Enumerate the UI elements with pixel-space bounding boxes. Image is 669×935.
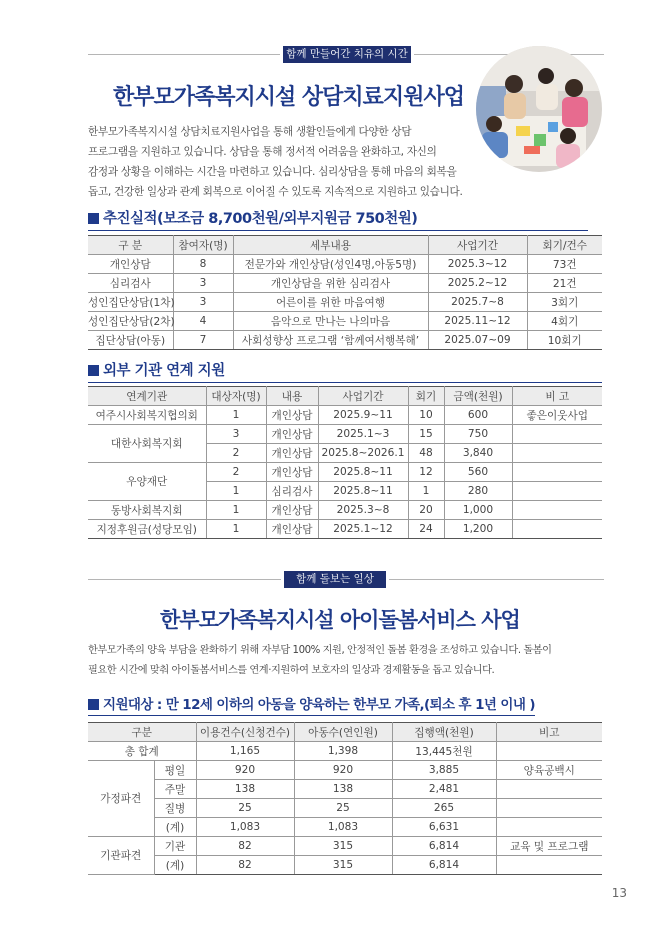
- table-row: [88, 818, 602, 837]
- external-support-table: [88, 386, 602, 539]
- cell: 심리검사: [266, 482, 318, 501]
- cell: 6,631: [392, 818, 496, 837]
- table-row: [88, 312, 602, 331]
- cell: [496, 742, 602, 761]
- table-row: [88, 425, 602, 444]
- table-row: [88, 780, 602, 799]
- cell: 개인상담: [266, 444, 318, 463]
- col-header: 대상자(명): [206, 387, 266, 406]
- table-row: [88, 520, 602, 539]
- section1-title: 한부모가족복지시설 상담치료지원사업: [113, 85, 464, 110]
- cell: 1,200: [444, 520, 512, 539]
- cell: [512, 463, 602, 482]
- cell: 평일: [154, 761, 196, 780]
- cell: 2025.11~12: [428, 312, 527, 331]
- cell: 6,814: [392, 856, 496, 875]
- table-row: [88, 761, 602, 780]
- col-header: 사업기간: [318, 387, 408, 406]
- cell: 개인상담: [266, 520, 318, 539]
- cell: 21건: [527, 274, 602, 293]
- cell: 82: [196, 856, 294, 875]
- col-header: 연계기관: [88, 387, 206, 406]
- col-header: 세부내용: [233, 236, 428, 255]
- cell: 3: [173, 274, 233, 293]
- cell: 개인상담: [266, 406, 318, 425]
- org-cell: 지정후원금(성당모임): [88, 520, 206, 539]
- square-bullet-icon: [88, 699, 99, 710]
- cell: 2025.8~11: [318, 463, 408, 482]
- cell: 1: [206, 501, 266, 520]
- cell: 집단상담(아동): [88, 331, 173, 350]
- cell: 750: [444, 425, 512, 444]
- paragraph-line: 한부모가족복지시설 상담치료지원사업을 통해 생활인들에게 다양한 상담: [88, 126, 412, 138]
- table-row: [88, 293, 602, 312]
- cell: 1,083: [196, 818, 294, 837]
- children-activity-photo: [476, 46, 602, 172]
- col-header: 회기/건수: [527, 236, 602, 255]
- cell: 2025.3~8: [318, 501, 408, 520]
- col-header: 비 고: [512, 387, 602, 406]
- square-bullet-icon: [88, 365, 99, 376]
- section1-paragraph: [88, 122, 463, 202]
- section2-tag-line-left: [88, 579, 281, 580]
- group-cell: 기관파견: [88, 837, 154, 875]
- cell: 주말: [154, 780, 196, 799]
- performance-table: [88, 235, 602, 350]
- col-header: 금액(천원): [444, 387, 512, 406]
- paragraph-line: 감정과 상황을 이해하는 시간을 마련하고 있습니다. 심리상담을 통해 마음의 회복을: [88, 166, 457, 178]
- cell: 2: [206, 444, 266, 463]
- cell: 양육공백시: [496, 761, 602, 780]
- cell: 1: [408, 482, 444, 501]
- col-header: 사업기간: [428, 236, 527, 255]
- cell: 어른이를 위한 마음여행: [233, 293, 428, 312]
- cell: 기관: [154, 837, 196, 856]
- cell: [512, 501, 602, 520]
- cell: 138: [196, 780, 294, 799]
- cell: 교육 및 프로그램: [496, 837, 602, 856]
- group-cell: 가정파견: [88, 761, 154, 837]
- cell: 82: [196, 837, 294, 856]
- cell: 20: [408, 501, 444, 520]
- table-header-row: [88, 723, 602, 742]
- cell: 1,083: [294, 818, 392, 837]
- cell: 3: [206, 425, 266, 444]
- section2-paragraph: [88, 641, 552, 681]
- col-header: 아동수(연인원): [294, 723, 392, 742]
- paragraph-line: 한부모가족의 양육 부담을 완화하기 위해 자부담 100% 지원, 안정적인 돌봄 환경을 조성하고 있습니다. 돌봄이: [88, 645, 552, 656]
- cell: 4회기: [527, 312, 602, 331]
- cell: 600: [444, 406, 512, 425]
- col-header: 집행액(천원): [392, 723, 496, 742]
- cell: 138: [294, 780, 392, 799]
- cell: 3,885: [392, 761, 496, 780]
- square-bullet-icon: [88, 213, 99, 224]
- cell: 2: [206, 463, 266, 482]
- page-number: 13: [611, 886, 627, 900]
- table-row-total: [88, 742, 602, 761]
- cell: 개인상담: [266, 425, 318, 444]
- section2-tag: 함께 돌보는 일상: [284, 571, 386, 588]
- cell: 심리검사: [88, 274, 173, 293]
- cell: 6,814: [392, 837, 496, 856]
- heading-text: 외부 기관 연계 지원: [103, 363, 225, 379]
- cell: 1: [206, 406, 266, 425]
- cell: 2025.1~3: [318, 425, 408, 444]
- table-row: [88, 837, 602, 856]
- table-row: [88, 856, 602, 875]
- cell: 560: [444, 463, 512, 482]
- cell: 13,445천원: [392, 742, 496, 761]
- cell: 1: [206, 482, 266, 501]
- table-row: [88, 501, 602, 520]
- cell: 315: [294, 837, 392, 856]
- cell: 3: [173, 293, 233, 312]
- cell: [496, 856, 602, 875]
- cell: [512, 520, 602, 539]
- section2-title: 한부모가족복지시설 아이돌봄서비스 사업: [160, 608, 520, 632]
- table-row: [88, 274, 602, 293]
- cell: 성인집단상담(2차): [88, 312, 173, 331]
- cell: 24: [408, 520, 444, 539]
- cell: 개인상담: [266, 501, 318, 520]
- cell: 7: [173, 331, 233, 350]
- paragraph-line: 필요한 시간에 맞춰 아이돌봄서비스를 연계·지원하여 보호자의 일상과 경제활동을 돕고 있습니다.: [88, 665, 495, 676]
- cell: [496, 780, 602, 799]
- col-header: 내용: [266, 387, 318, 406]
- cell: 1,165: [196, 742, 294, 761]
- cell: 2025.3~12: [428, 255, 527, 274]
- cell: 12: [408, 463, 444, 482]
- org-cell: 여주시사회복지협의회: [88, 406, 206, 425]
- cell: 8: [173, 255, 233, 274]
- cell: [496, 818, 602, 837]
- cell: [512, 425, 602, 444]
- cell: [496, 799, 602, 818]
- section2-heading-target: [88, 693, 535, 716]
- org-cell: 대한사회복지회: [88, 425, 206, 463]
- col-header: 비고: [496, 723, 602, 742]
- col-header: 구 분: [88, 236, 173, 255]
- cell: 개인상담: [88, 255, 173, 274]
- org-cell: 우양재단: [88, 463, 206, 501]
- cell: 920: [196, 761, 294, 780]
- cell: 2025.1~12: [318, 520, 408, 539]
- table-header-row: [88, 387, 602, 406]
- cell: 성인집단상담(1차): [88, 293, 173, 312]
- table-row: [88, 255, 602, 274]
- table-header-row: [88, 236, 602, 255]
- cell: 2,481: [392, 780, 496, 799]
- section1-tag: 함께 만들어간 치유의 시간: [283, 46, 411, 63]
- section2-tag-line-right: [389, 579, 604, 580]
- cell: 3,840: [444, 444, 512, 463]
- section1-heading-performance: [88, 207, 588, 231]
- cell: 2025.8~2026.1: [318, 444, 408, 463]
- cell: 전문가와 개인상담(성인4명,아동5명): [233, 255, 428, 274]
- cell: 25: [196, 799, 294, 818]
- section1-tag-line-left: [88, 54, 280, 55]
- cell: 1: [206, 520, 266, 539]
- table-row: [88, 406, 602, 425]
- cell: 73건: [527, 255, 602, 274]
- paragraph-line: 프로그램을 지원하고 있습니다. 상담을 통해 정서적 어려움을 완화하고, 자신의: [88, 146, 437, 158]
- section1-heading-external: [88, 359, 602, 383]
- cell: (계): [154, 856, 196, 875]
- cell: 2025.7~8: [428, 293, 527, 312]
- table-row: [88, 331, 602, 350]
- cell: 2025.2~12: [428, 274, 527, 293]
- cell: 좋은이웃사업: [512, 406, 602, 425]
- cell: [512, 444, 602, 463]
- col-header: 회기: [408, 387, 444, 406]
- cell: 1,000: [444, 501, 512, 520]
- paragraph-line: 돕고, 건강한 일상과 관계 회복으로 이어질 수 있도록 지속적으로 지원하고 있습니다.: [88, 186, 463, 198]
- cell: 총 합계: [88, 742, 196, 761]
- org-cell: 동방사회복지회: [88, 501, 206, 520]
- heading-text: 추진실적(보조금 8,700천원/외부지원금 750천원): [103, 211, 418, 227]
- cell: 25: [294, 799, 392, 818]
- cell: 사회성향상 프로그램 ‘함께여서행복해’: [233, 331, 428, 350]
- cell: 920: [294, 761, 392, 780]
- col-header: 이용건수(신청건수): [196, 723, 294, 742]
- cell: 280: [444, 482, 512, 501]
- col-header: 구분: [88, 723, 196, 742]
- cell: 1,398: [294, 742, 392, 761]
- table-row: [88, 463, 602, 482]
- cell: 2025.07~09: [428, 331, 527, 350]
- cell: 2025.9~11: [318, 406, 408, 425]
- cell: 15: [408, 425, 444, 444]
- cell: (계): [154, 818, 196, 837]
- cell: 음악으로 만나는 나의마음: [233, 312, 428, 331]
- cell: 4: [173, 312, 233, 331]
- cell: 질병: [154, 799, 196, 818]
- cell: [512, 482, 602, 501]
- cell: 10회기: [527, 331, 602, 350]
- childcare-service-table: [88, 722, 602, 875]
- cell: 3회기: [527, 293, 602, 312]
- cell: 개인상담을 위한 심리검사: [233, 274, 428, 293]
- heading-text: 지원대상 : 만 12세 이하의 아동을 양육하는 한부모 가족,(퇴소 후 1년 이내 ): [103, 697, 535, 713]
- cell: 개인상담: [266, 463, 318, 482]
- cell: 10: [408, 406, 444, 425]
- col-header: 참여자(명): [173, 236, 233, 255]
- table-row: [88, 799, 602, 818]
- cell: 315: [294, 856, 392, 875]
- cell: 48: [408, 444, 444, 463]
- cell: 265: [392, 799, 496, 818]
- cell: 2025.8~11: [318, 482, 408, 501]
